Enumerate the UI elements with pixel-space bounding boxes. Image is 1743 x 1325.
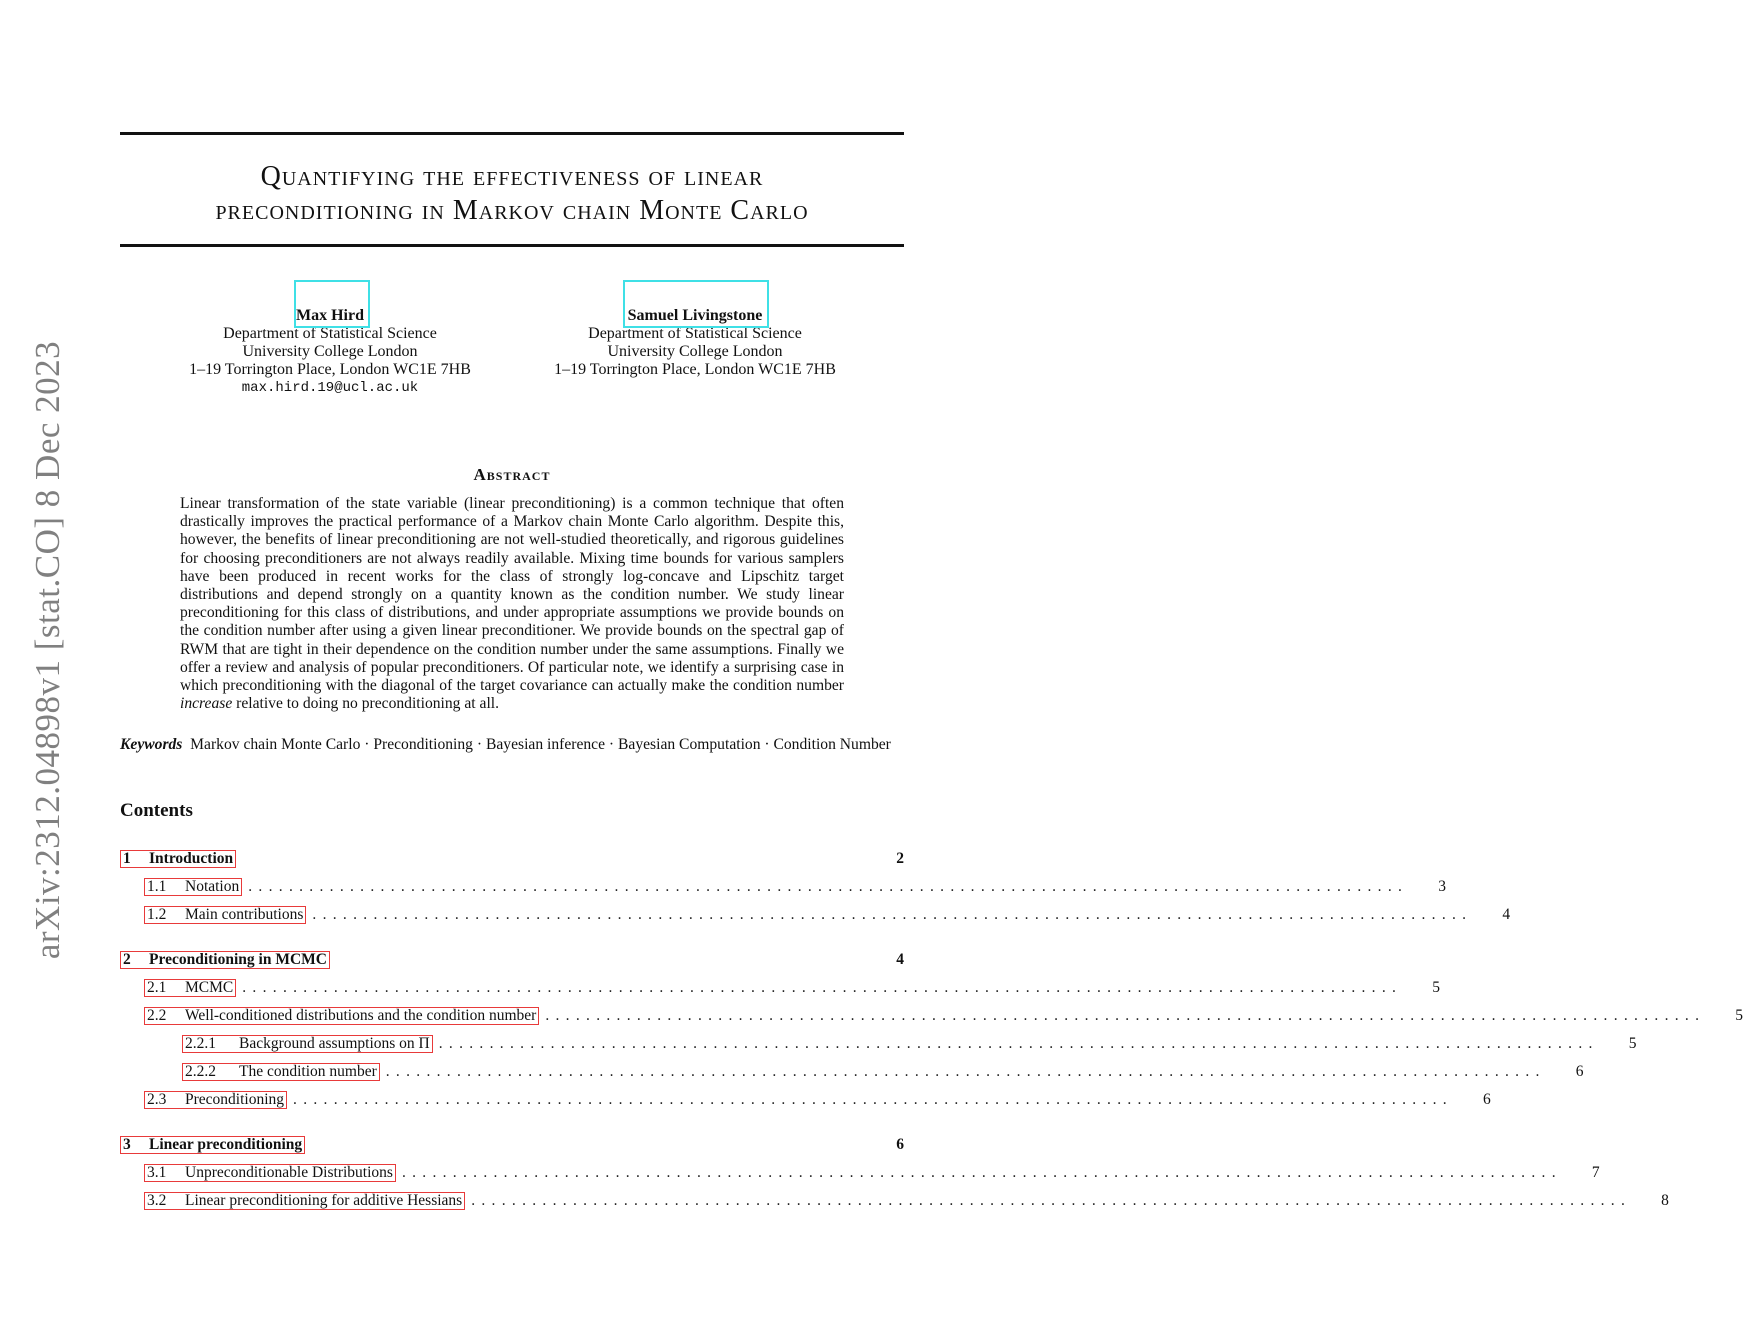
toc-link[interactable] — [144, 1007, 539, 1025]
toc-title: Background assumptions on Π — [239, 1035, 430, 1052]
author-email: max.hird.19@ucl.ac.uk — [241, 380, 419, 396]
toc-entry — [120, 1190, 1669, 1212]
toc-number: 3.1 — [147, 1164, 167, 1181]
toc-link[interactable] — [120, 1136, 305, 1154]
toc-leader: .................................................................................................................. — [438, 1035, 1599, 1052]
author-address: 1–19 Torrington Place, London WC1E 7HB — [189, 361, 471, 378]
toc-title: Well-conditioned distributions and the condition number — [185, 1007, 537, 1024]
toc-entry — [120, 1134, 904, 1156]
abstract-emphasis: increase — [180, 695, 233, 713]
toc-page: 2 — [896, 850, 904, 867]
toc-link[interactable] — [144, 1192, 465, 1210]
title-bottom-rule — [120, 244, 904, 247]
toc-page: 8 — [1661, 1192, 1669, 1209]
keywords — [120, 736, 904, 754]
author-block-1 — [165, 280, 495, 397]
toc-entry — [120, 1089, 1491, 1111]
arxiv-identifier: arXiv:2312.04898v1 [stat.CO] 8 Dec 2023 — [28, 340, 67, 960]
toc-page: 5 — [1628, 1035, 1637, 1052]
abstract-body — [180, 495, 844, 713]
title-line-2: preconditioning in Markov chain Monte Carlo — [215, 195, 809, 226]
toc-link[interactable] — [144, 1091, 287, 1109]
toc-leader: .................................................................................................................. — [385, 1063, 1546, 1080]
toc-title: Preconditioning — [185, 1091, 285, 1108]
toc-number: 2.2.2 — [185, 1063, 216, 1080]
toc-link[interactable] — [182, 1063, 380, 1081]
toc-leader: .................................................................................................................. — [545, 1007, 1706, 1024]
keywords-label: Keywords — [120, 736, 183, 753]
toc-title: MCMC — [185, 979, 234, 996]
title-top-rule — [120, 132, 904, 135]
toc-number: 2.3 — [147, 1091, 167, 1108]
toc-link[interactable] — [120, 951, 330, 969]
toc-leader: .................................................................................................................. — [312, 906, 1473, 923]
toc-page: 6 — [1575, 1063, 1584, 1080]
toc-page: 3 — [1438, 878, 1446, 895]
toc-entry — [120, 949, 904, 971]
contents-heading: Contents — [120, 800, 193, 821]
toc-number: 1 — [123, 850, 131, 867]
toc-number: 2.1 — [147, 979, 167, 996]
toc-number: 2.2 — [147, 1007, 167, 1024]
toc-leader: .................................................................................................................. — [471, 1192, 1632, 1209]
author-name[interactable]: Max Hird — [296, 307, 364, 324]
toc-page: 4 — [1502, 906, 1511, 923]
toc-link[interactable] — [182, 1035, 433, 1053]
toc-link[interactable] — [120, 850, 236, 868]
toc-page: 6 — [896, 1136, 904, 1153]
toc-entry — [120, 1005, 1743, 1027]
toc-number: 3.2 — [147, 1192, 167, 1209]
author-address: 1–19 Torrington Place, London WC1E 7HB — [554, 361, 836, 378]
toc-page: 6 — [1482, 1091, 1491, 1108]
abstract-heading: Abstract — [473, 465, 551, 484]
author-block-2 — [530, 280, 860, 379]
toc-entry — [120, 876, 1446, 898]
author-department: Department of Statistical Science — [588, 325, 802, 342]
abstract-text-end: relative to doing no preconditioning at all. — [232, 695, 500, 713]
toc-number: 1.1 — [147, 878, 167, 895]
toc-title: Linear preconditioning — [149, 1136, 303, 1153]
toc-leader: .................................................................................................................. — [293, 1091, 1453, 1108]
toc-page: 5 — [1432, 979, 1440, 996]
toc-entry — [120, 977, 1440, 999]
toc-number: 2 — [123, 951, 131, 968]
toc-leader: .................................................................................................................. — [248, 878, 1409, 895]
toc-number: 1.2 — [147, 906, 167, 923]
toc-entry — [120, 904, 1511, 926]
toc-leader: .................................................................................................................. — [401, 1164, 1562, 1181]
toc-link[interactable] — [144, 979, 236, 997]
toc-title: Notation — [185, 878, 240, 895]
toc-link[interactable] — [144, 1164, 396, 1182]
toc-title: Main contributions — [185, 906, 304, 923]
toc-page: 7 — [1591, 1164, 1600, 1181]
toc-entry — [120, 848, 904, 870]
title-line-1: Quantifying the effectiveness of linear — [260, 161, 764, 192]
keywords-text: Markov chain Monte Carlo · Preconditioning · Bayesian inference · Bayesian Computation · Condition Number — [190, 736, 891, 753]
toc-number: 2.2.1 — [185, 1035, 216, 1052]
toc-title: The condition number — [239, 1063, 377, 1080]
author-department: Department of Statistical Science — [223, 325, 437, 342]
toc-title: Preconditioning in MCMC — [149, 951, 327, 968]
toc-entry — [120, 1061, 1584, 1083]
author-institution: University College London — [607, 343, 783, 360]
abstract-text: Linear transformation of the state variable (linear preconditioning) is a common technique that often drastically improves the practical performance of a Markov chain Monte Carlo algorithm. Despite this, however, the benefits of linear preconditioning are not well-studied theoretically, and rigorous guidelines for choosing preconditioners are not always readily available. Mixing time bounds for various samplers have been produced in recent works for the class of strongly log-concave and Lipschitz target distributions and depend strongly on a quantity known as the condition number. We study linear preconditioning for this class of distributions, and under appropriate assumptions we provide bounds on the condition number after using a given linear preconditioner. We provide bounds on the spectral gap of RWM that are tight in their dependence on the condition number under the same assumptions. Finally we offer a review and analysis of popular preconditioners. Of particular note, we identify a surprising case in which preconditioning with the diagonal of the target covariance can actually make the condition number — [180, 495, 844, 695]
toc-title: Introduction — [149, 850, 234, 867]
toc-number: 3 — [123, 1136, 131, 1153]
author-institution: University College London — [242, 343, 418, 360]
toc-link[interactable] — [144, 878, 242, 896]
toc-entry — [120, 1033, 1637, 1055]
paper-title — [120, 160, 904, 228]
toc-title: Linear preconditioning for additive Hessians — [185, 1192, 463, 1209]
toc-leader: .................................................................................................................. — [242, 979, 1403, 996]
toc-link[interactable] — [144, 906, 306, 924]
toc-page: 5 — [1735, 1007, 1743, 1024]
toc-page: 4 — [896, 951, 904, 968]
author-name[interactable]: Samuel Livingstone — [627, 307, 763, 324]
toc-title: Unpreconditionable Distributions — [185, 1164, 393, 1181]
toc-entry — [120, 1162, 1600, 1184]
